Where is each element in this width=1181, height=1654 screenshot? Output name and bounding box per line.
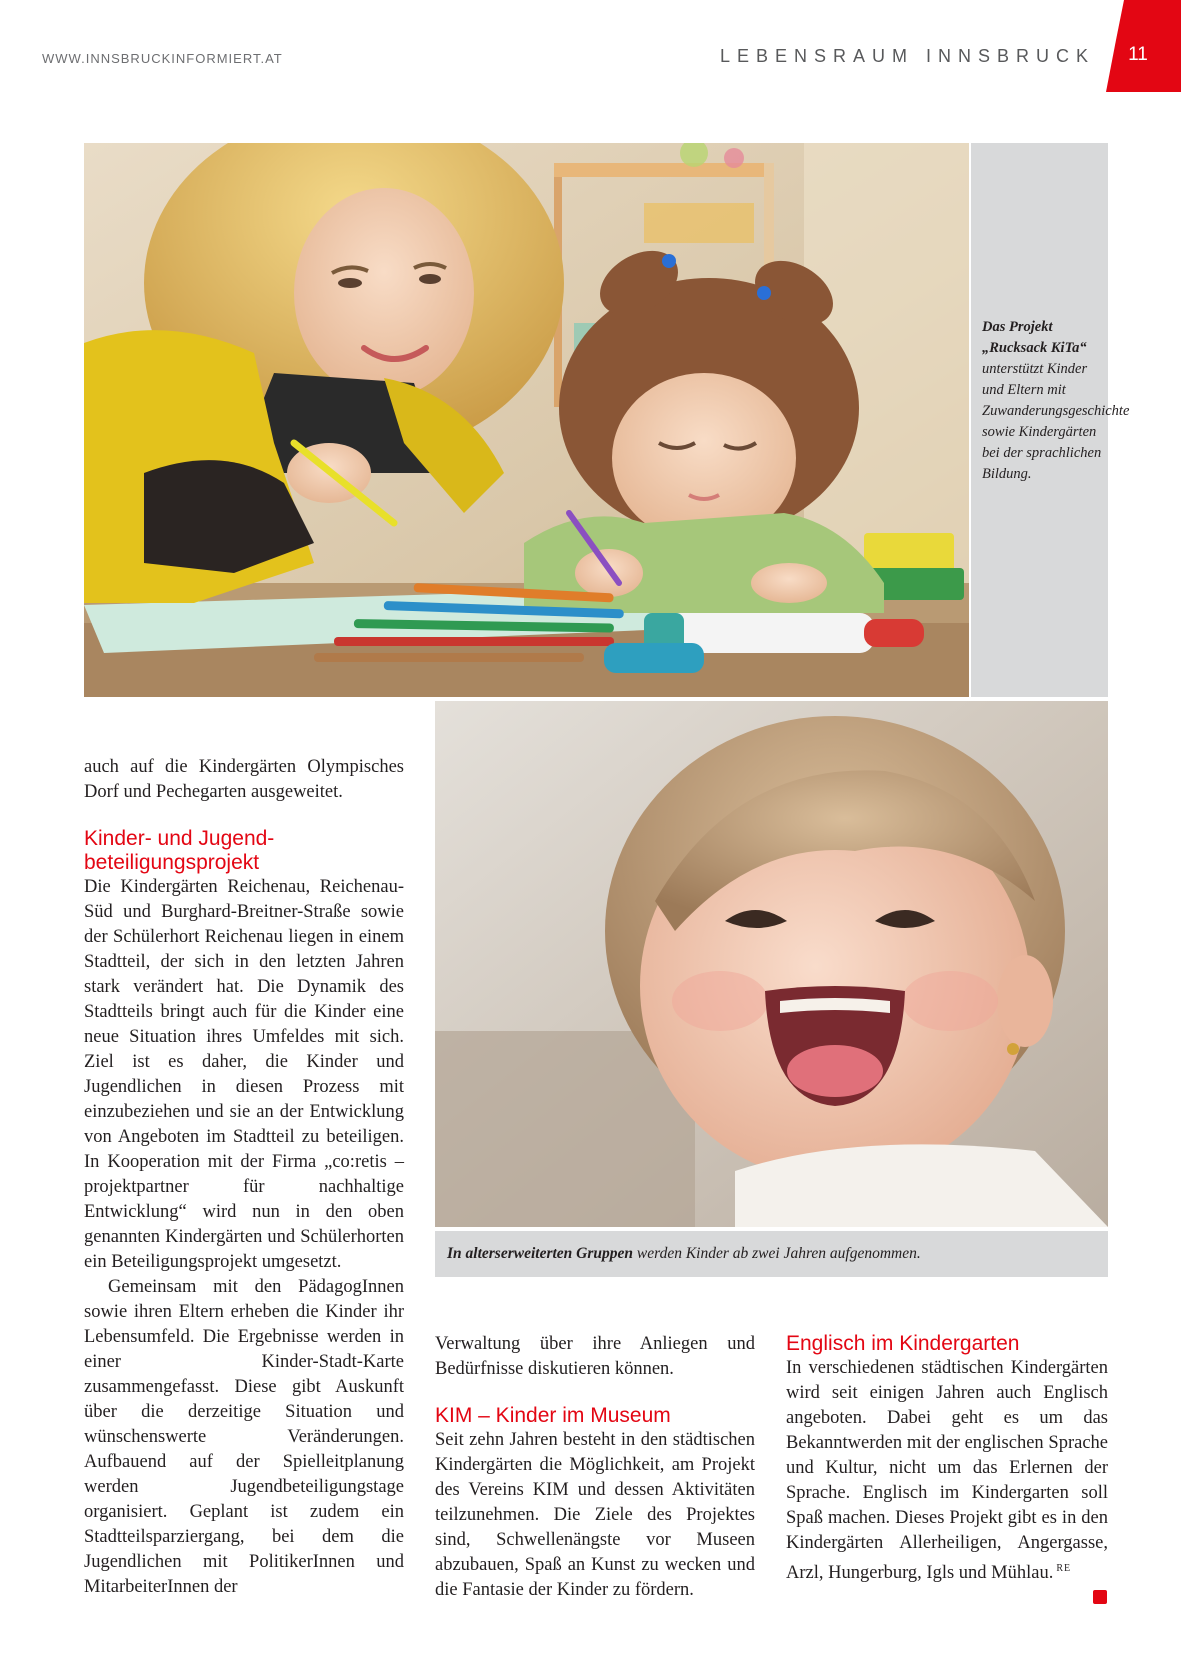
baby-caption-body: werden Kinder ab zwei Jahren aufgenommen. xyxy=(633,1245,921,1262)
section-title: LEBENSRAUM INNSBRUCK xyxy=(719,46,1095,66)
photo-woman-child-drawing xyxy=(84,143,969,697)
photo-laughing-baby xyxy=(435,701,1108,1227)
intro-paragraph: auch auf die Kindergärten Olympisches Dorf und Pechegarten ausgeweitet. xyxy=(84,757,404,802)
paragraph-beteiligung-2: Gemeinsam mit den PädagogInnen sowie ihren Eltern erheben die Kinder ihr Lebensumfeld. Die Ergebnisse werden in einer Kinder-Stadt-Karte zusammengefasst. Diese gibt Auskunft über die derzeitige Situation und wünschenswerte Veränderungen. Aufbauend auf der Spielleitplanung werden Jugendbeteiligungstage organisiert. Geplant ist zudem ein Stadtteilsparziergang, bei dem die Jugendlichen mit PolitikerInnen und MitarbeiterInnen der xyxy=(84,1277,404,1597)
heading-englisch: Englisch im Kindergarten xyxy=(786,1332,1020,1355)
article-column-2 xyxy=(435,1332,755,1603)
photo-caption-body: unterstützt Kinder und Eltern mit Zuwanderungsgeschichte sowie Kindergärten bei der sprachlichen Bildung. xyxy=(982,361,1130,482)
article-end-mark xyxy=(1093,1590,1107,1604)
photo-caption-title: Das Projekt „Rucksack KiTa“ xyxy=(982,319,1087,356)
paragraph-englisch xyxy=(786,1356,1108,1586)
page-number: 11 xyxy=(1128,44,1148,65)
baby-caption-box xyxy=(435,1231,1108,1277)
author-initials: RE xyxy=(1056,1563,1072,1574)
baby-caption xyxy=(447,1245,921,1263)
baby-caption-bold: In alterserweiterten Gruppen xyxy=(447,1245,634,1262)
paragraph-beteiligung-1: Die Kindergärten Reichenau, Reichenau-Süd und Burghard-Breitner-Straße sowie der Schülerhort Reichenau liegen in einem Stadtteil, der sich in den letzten Jahren stark verändert hat. Die Dynamik des Stadtteils bringt auch für die Kinder eine neue Situation ihres Umfeldes mit sich. Ziel ist es daher, die Kinder und Jugendlichen in diesen Prozess mit einzubeziehen und sie an der Entwicklung von Angeboten im Stadtteil zu beteiligen. In Kooperation mit der Firma „co:retis – projektpartner für nachhaltige Entwicklung“ wird nun in den oben genannten Kindergärten und Schülerhorten ein Beteiligungsprojekt umgesetzt. xyxy=(84,877,404,1272)
paragraph-beteiligung-2-continued: Verwaltung über ihre Anliegen und Bedürfnisse diskutieren können. xyxy=(435,1334,755,1379)
photo-caption-box xyxy=(971,143,1130,697)
heading-kim: KIM – Kinder im Museum xyxy=(435,1404,671,1427)
website-url: WWW.INNSBRUCKINFORMIERT.AT xyxy=(42,51,283,66)
paragraph-englisch-text: In verschiedenen städtischen Kindergärten wird seit einigen Jahren auch Englisch angeboten. Dabei geht es um das Bekanntwerden mit der englischen Sprache und Kultur, nicht um das Erlernen der Sprache. Englisch im Kindergarten soll Spaß machen. Dieses Projekt gibt es in den Kindergärten Allerheiligen, Angergasse, Arzl, Hungerburg, Igls und Mühlau. xyxy=(786,1358,1108,1583)
article-column-1 xyxy=(84,755,404,1600)
paragraph-kim: Seit zehn Jahren besteht in den städtischen Kindergärten die Möglichkeit, am Projekt des Vereins KIM und dessen Aktivitäten teilzunehmen. Die Ziele des Projektes sind, Schwellenängste vor Museen abzubauen, Spaß an Kunst zu wecken und die Fantasie der Kinder zu fördern. xyxy=(435,1430,755,1600)
photo-caption xyxy=(982,317,1130,485)
heading-kinder-jugend: Kinder- und Jugend- beteiligungsprojekt xyxy=(84,827,275,874)
article-column-3 xyxy=(786,1332,1108,1586)
